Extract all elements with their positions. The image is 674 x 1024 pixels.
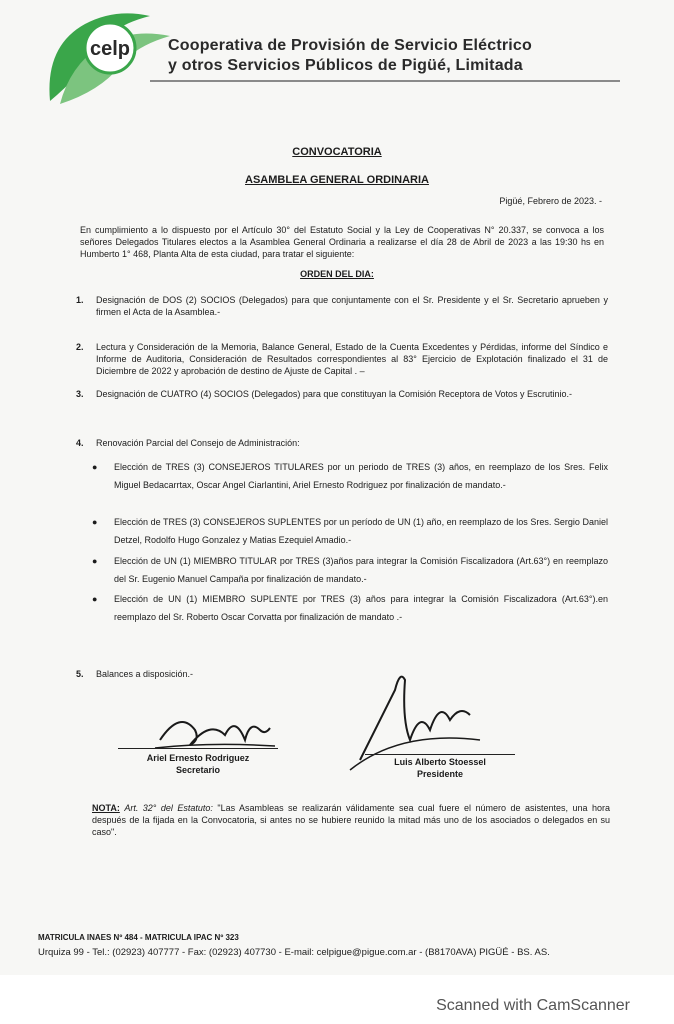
document-heading: CONVOCATORIA (292, 146, 382, 158)
bullet-icon: ● (92, 556, 98, 566)
item-text: Renovación Parcial del Consejo de Administración: (96, 438, 300, 448)
agenda-item-2 (76, 341, 608, 377)
bullet-icon: ● (92, 462, 98, 472)
organization-name (168, 36, 532, 76)
note-text: "Las Asambleas se realizarán válidamente sea cual fuere el número de asistentes, una hora después de la fijada en la Convocatoria, si antes no se hubiere reunido la mitad más uno de los asociados o delegados en su caso". (92, 803, 610, 837)
note-label: NOTA: (92, 803, 120, 813)
footer-contact: Urquiza 99 - Tel.: (02923) 407777 - Fax: (02923) 407730 - E-mail: celpigue@pigue.com.ar - (B8170AVA) PIGÜÉ - BS. AS. (38, 947, 550, 958)
agenda-bullet-1 (92, 458, 608, 494)
bullet-text: Elección de UN (1) MIEMBRO SUPLENTE por TRES (3) años para integrar la Comisión Fiscalizadora (Art.63°).en reemplazo del Sr. Roberto Oscar Corvatta por finalización de mandato .- (114, 594, 608, 622)
item-number: 3. (76, 389, 84, 399)
title-line-2: y otros Servicios Públicos de Pigüé, Limitada (168, 57, 523, 74)
agenda-item-1 (76, 294, 608, 318)
president-block (365, 756, 515, 780)
bullet-icon: ● (92, 594, 98, 604)
intro-paragraph: En cumplimiento a lo dispuesto por el Artículo 30° del Estatuto Social y la Ley de Cooperativas N° 20.337, se convoca a los señores Delegados Titulares electos a la Asamblea General Ordinaria a realizarse el día 28 de Abril de 2023 a las 19:30 hs en Humberto 1° 468, Planta Alta de esta ciudad, para tratar el siguiente: (80, 225, 604, 259)
agenda-item-4 (76, 437, 608, 449)
document-subheading: ASAMBLEA GENERAL ORDINARIA (245, 174, 429, 186)
title-line-1: Cooperativa de Provisión de Servicio Eléctrico (168, 37, 532, 54)
item-number: 5. (76, 669, 84, 679)
agenda-bullet-2 (92, 513, 608, 549)
secretary-role: Secretario (175, 765, 221, 775)
president-name: Luis Alberto Stoessel (394, 757, 486, 767)
scanner-watermark: Scanned with CamScanner (436, 997, 630, 1014)
bullet-text: Elección de UN (1) MIEMBRO TITULAR por TRES (3)años para integrar la Comisión Fiscalizadora (Art.63°) en reemplazo del Sr. Eugenio Manuel Campaña por finalización de mandato.- (114, 556, 608, 584)
secretary-name: Ariel Ernesto Rodriguez (146, 753, 250, 763)
agenda-bullet-3 (92, 552, 608, 588)
agenda-item-3 (76, 388, 608, 400)
item-number: 4. (76, 438, 84, 448)
header-divider (150, 80, 620, 82)
item-text: Designación de CUATRO (4) SOCIOS (Delegados) para que constituyan la Comisión Receptora de Votos y Escrutinio.- (96, 389, 573, 399)
agenda-bullet-4 (92, 590, 608, 626)
logo-text: celp (89, 38, 131, 60)
document-date: Pigüé, Febrero de 2023. - (499, 196, 602, 206)
item-text: Designación de DOS (2) SOCIOS (Delegados) para que conjuntamente con el Sr. Presidente y el Sr. Secretario aprueben y firmen el Acta de la Asamblea.- (96, 295, 608, 317)
bullet-text: Elección de TRES (3) CONSEJEROS SUPLENTES por un período de UN (1) año, en reemplazo de los Sres. Sergio Daniel Detzel, Rodolfo Hugo Gonzalez y Matias Ezequiel Amadio.- (114, 517, 608, 545)
secretary-block (118, 752, 278, 776)
secretary-signature-line (118, 748, 278, 749)
note-paragraph (92, 802, 610, 838)
secretary-signature (150, 700, 280, 760)
footer-registration: MATRICULA INAES Nº 484 - MATRICULA IPAC Nº 323 (38, 933, 239, 942)
bullet-text: Elección de TRES (3) CONSEJEROS TITULARES por un periodo de TRES (3) años, en reemplazo de los Sres. Felix Miguel Bedacarrtax, Oscar Angel Ciarlantini, Ariel Ernesto Rodriguez por finalización de mandato.- (114, 462, 608, 490)
item-text: Balances a disposición.- (96, 669, 194, 679)
president-signature-line (365, 754, 515, 755)
bullet-icon: ● (92, 517, 98, 527)
item-text: Lectura y Consideración de la Memoria, Balance General, Estado de la Cuenta Excedentes y Pérdidas, informe del Síndico e Informe de Auditoria, Consideración de Resultados correspondientes al 83° Ejercicio de Explotación finalizado el 31 de Diciembre de 2022 y aprobación de destino de Ajuste de Capital . – (96, 342, 608, 376)
celp-logo (40, 6, 180, 106)
note-reference: Art. 32° del Estatuto: (124, 803, 213, 813)
item-number: 2. (76, 342, 84, 352)
item-number: 1. (76, 295, 84, 305)
agenda-heading: ORDEN DEL DIA: (300, 269, 374, 279)
president-role: Presidente (416, 769, 464, 779)
